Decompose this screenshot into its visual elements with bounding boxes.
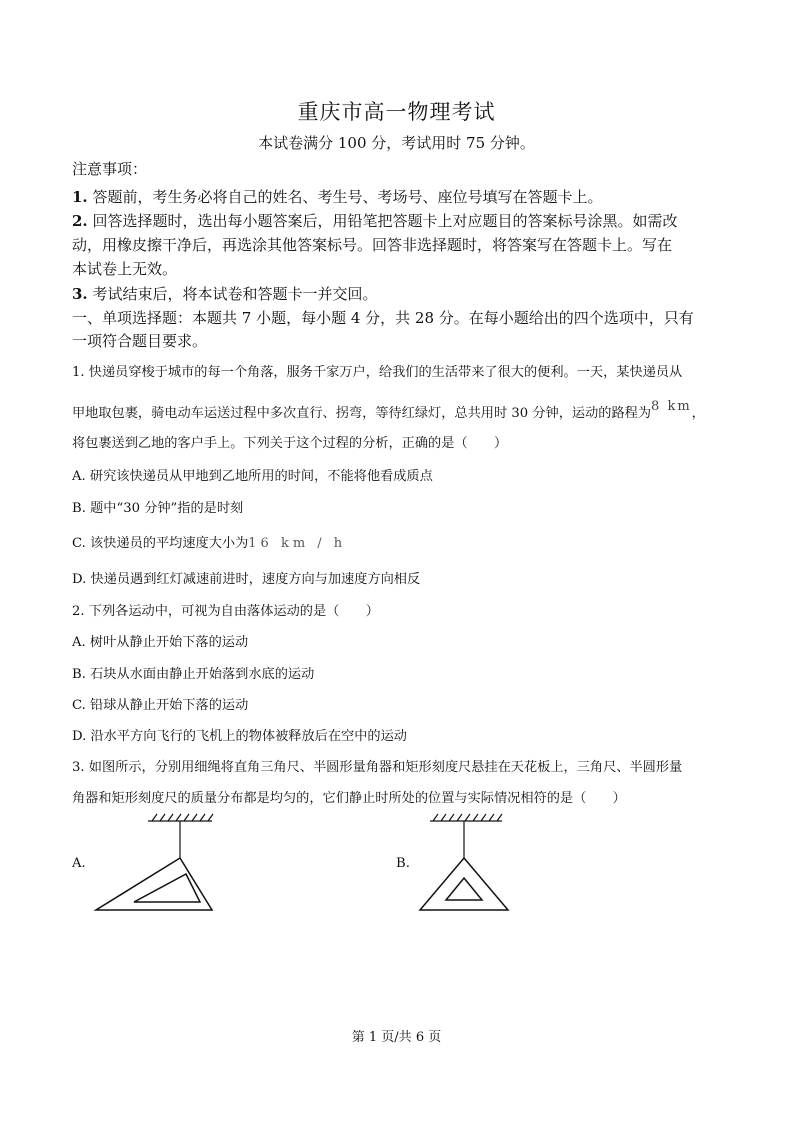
notice-item-2-line-1	[72, 210, 677, 231]
notice-item-2-number: 2.	[72, 212, 88, 230]
section-heading-line-1: 一、单项选择题：本题共 7 小题，每小题 4 分，共 28 分。在每小题给出的四个选项中，只有	[72, 309, 694, 327]
set-square-inner	[446, 878, 482, 900]
set-square-inner	[134, 874, 200, 902]
set-square-outer	[420, 858, 508, 910]
page-number: 第 1 页/共 6 页	[351, 1030, 442, 1045]
q2-stem: 2. 下列各运动中，可视为自由落体运动的是（ ）	[72, 604, 379, 619]
q1-option-d: D. 快递员遇到红灯减速前进时，速度方向与加速度方向相反	[72, 572, 421, 587]
q1-option-c	[72, 532, 346, 551]
q1-option-c-text: C. 该快递员的平均速度大小为	[72, 536, 249, 551]
q1-option-b: B. 题中“30 分钟”指的是时刻	[72, 501, 244, 516]
notice-item-3-text: 考试结束后，将本试卷和答题卡一并交回。	[87, 285, 378, 303]
q3-stem-line-1: 3. 如图所示，分别用细绳将直角三角尺、半圆形量角器和矩形刻度尺悬挂在天花板上，三角尺、半圆形量	[72, 760, 683, 775]
q3-figure-a	[90, 812, 220, 914]
q2-option-d: D. 沿水平方向飞行的飞机上的物体被释放后在空中的运动	[72, 729, 407, 744]
ceiling-hatch	[430, 814, 502, 821]
q1-stem-line-2-text: 甲地取包裹，骑电动车运送过程中多次直行、拐弯，等待红绿灯，总共用时 30 分钟，运动的路程为	[72, 406, 652, 421]
q1-stem-line-3: 将包裹送到乙地的客户手上。下列关于这个过程的分析，正确的是（ ）	[72, 436, 508, 451]
notice-heading: 注意事项：	[72, 160, 148, 178]
q2-option-a: A. 树叶从静止开始下落的运动	[72, 635, 249, 650]
notice-item-3	[72, 283, 377, 304]
notice-item-1-text: 答题前，考生务必将自己的姓名、考生号、考场号、座位号填写在答题卡上。	[87, 188, 603, 206]
notice-item-1	[72, 186, 602, 207]
q1-option-a: A. 研究该快递员从甲地到乙地所用的时间，不能将他看成质点	[72, 469, 433, 484]
q3-figure-a-label: A.	[72, 856, 86, 871]
q1-stem-line-1: 1. 快递员穿梭于城市的每一个角落，服务千家万户，给我们的生活带来了很大的便利。一天，某快递员从	[72, 365, 683, 380]
q3-figure-b-label: B.	[396, 856, 410, 871]
notice-item-1-number: 1.	[72, 188, 88, 206]
notice-item-2-text: 回答选择题时，选出每小题答案后，用铅笔把答题卡上对应题目的答案标号涂黑。如需改	[87, 212, 678, 230]
section-heading-line-2: 一项符合题目要求。	[72, 332, 208, 350]
q1-stem-line-2	[72, 399, 705, 421]
page-title: 重庆市高一物理考试	[297, 100, 496, 124]
q2-option-c: C. 铅球从静止开始下落的运动	[72, 698, 249, 713]
q1-option-c-value: 16 km / h	[248, 536, 347, 551]
q1-distance-value: 8 km	[651, 399, 692, 414]
q3-figure-b	[414, 812, 514, 914]
page-subtitle: 本试卷满分 100 分，考试用时 75 分钟。	[258, 134, 535, 152]
notice-item-2-line-3: 本试卷上无效。	[72, 260, 178, 278]
ceiling-hatch	[148, 814, 213, 821]
notice-item-2-line-2: 动，用橡皮擦干净后，再选涂其他答案标号。回答非选择题时，将答案写在答题卡上。写在	[72, 236, 673, 254]
notice-item-3-number: 3.	[72, 285, 88, 303]
q1-stem-line-2-end: ，	[691, 406, 705, 421]
q2-option-b: B. 石块从水面由静止开始落到水底的运动	[72, 667, 315, 682]
q3-stem-line-2: 角器和矩形刻度尺的质量分布都是均匀的，它们静止时所处的位置与实际情况相符的是（ ）	[72, 791, 626, 806]
